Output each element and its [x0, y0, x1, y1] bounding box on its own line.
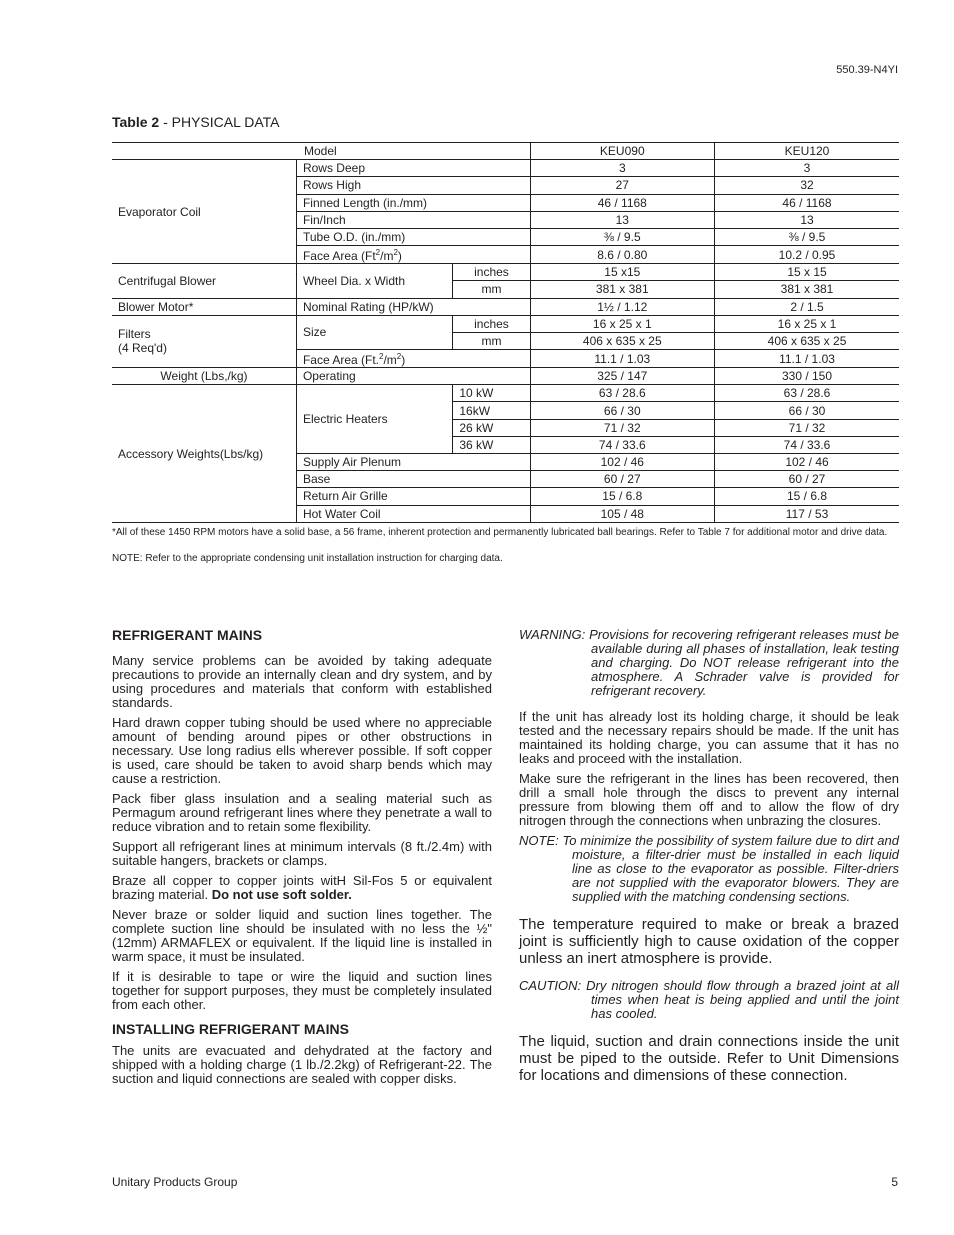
value-keu090: 325 / 147 [530, 368, 714, 385]
physical-data-table [112, 142, 899, 523]
table-title-text: - PHYSICAL DATA [159, 114, 280, 130]
heading-refrigerant-mains: REFRIGERANT MAINS [112, 627, 263, 643]
value-keu120: 15 x 15 [715, 264, 899, 281]
heater-kw: 26 kW [453, 419, 530, 436]
value-keu090: 15 x15 [530, 264, 714, 281]
value-keu090: 8.6 / 0.80 [530, 246, 714, 264]
value-keu120: 63 / 28.6 [715, 385, 899, 402]
row-label: Face Area $(Ft.^2/m^2)$ [296, 350, 530, 368]
header-model: Model [112, 143, 530, 160]
value-keu090: 60 / 27 [530, 471, 714, 488]
value-keu120: 381 x 381 [715, 281, 899, 298]
group-filters: Filters (4 Req'd) [112, 315, 296, 367]
unit-label: inches [453, 264, 530, 281]
row-label: Return Air Grille [296, 488, 530, 505]
value-keu120: 330 / 150 [715, 368, 899, 385]
paragraph: Make sure the refrigerant in the lines has been recovered, then drill a small hole through the discs to prevent any internal pressure from blowing them off and to allow the flow of dry nitrogen through the connections when unbrazing the closures. [519, 771, 899, 828]
value-keu090: 46 / 1168 [530, 194, 714, 211]
value-keu120: 46 / 1168 [715, 194, 899, 211]
paragraph: Never braze or solder liquid and suction lines together. The complete suction line should be insulated with no less the ½" (12mm) ARMAFLEX or equivalent. If the liquid line is installed in warm space, it must be insulated. [112, 907, 492, 964]
value-keu090: 27 [530, 177, 714, 194]
value-keu090: ⅜ / 9.5 [530, 228, 714, 245]
value-keu090: 102 / 46 [530, 454, 714, 471]
row-label: Size [296, 315, 452, 349]
note-label: NOTE: [519, 833, 559, 848]
paragraph: If it is desirable to tape or wire the liquid and suction lines together for support purposes, they must be completely insulated from each other. [112, 969, 492, 1012]
heater-kw: 36 kW [453, 436, 530, 453]
value-keu090: 66 / 30 [530, 402, 714, 419]
left-column [112, 628, 492, 1092]
row-label: Hot Water Coil [296, 505, 530, 522]
group-accessory-weights: Accessory Weights(Lbs/kg) [112, 385, 296, 523]
table-row [112, 160, 899, 177]
heater-kw: 16kW [453, 402, 530, 419]
value-keu120: 3 [715, 160, 899, 177]
row-label: Fin/Inch [296, 211, 530, 228]
value-keu120: 117 / 53 [715, 505, 899, 522]
caution-text: Dry nitrogen should flow through a brazed joint at all times when heat is being applied and until the joint has cooled. [586, 978, 899, 1021]
heater-kw: 10 kW [453, 385, 530, 402]
value-keu090: 3 [530, 160, 714, 177]
paragraph: Braze all copper to copper joints witH Sil-Fos 5 or equivalent brazing material. Do not use soft solder. [112, 873, 492, 902]
value-keu090: 13 [530, 211, 714, 228]
table-note: NOTE: Refer to the appropriate condensing unit installation instruction for charging data. [112, 553, 503, 564]
row-label: Electric Heaters [296, 385, 452, 454]
paragraph: The liquid, suction and drain connections inside the unit must be piped to the outside. Refer to Unit Dimensions for locations and dimensions of these connection. [519, 1033, 899, 1084]
row-label: Base [296, 471, 530, 488]
header-keu120: KEU120 [715, 143, 899, 160]
row-label: Face Area $(Ft^2/m^2)$ [296, 246, 530, 264]
row-label: Tube O.D. (in./mm) [296, 228, 530, 245]
value-keu120: ⅜ / 9.5 [715, 228, 899, 245]
table-row [112, 368, 899, 385]
value-keu090: 71 / 32 [530, 419, 714, 436]
heading-installing-refrigerant-mains: INSTALLING REFRIGERANT MAINS [112, 1021, 349, 1037]
paragraph: Pack fiber glass insulation and a sealing material such as Permagum around refrigerant lines where they penetrate a wall to reduce vibration and to retain some flexibility. [112, 791, 492, 834]
footer-company: Unitary Products Group [112, 1175, 238, 1189]
row-label: Nominal Rating (HP/kW) [296, 298, 530, 315]
value-keu120: 74 / 33.6 [715, 436, 899, 453]
table-row [112, 315, 899, 332]
value-keu090: 11.1 / 1.03 [530, 350, 714, 368]
warning-label: WARNING: [519, 627, 586, 642]
paragraph: If the unit has already lost its holding charge, it should be leak tested and the necessary repairs should be made. If the unit has maintained its holding charge, you can assume that it has no leaks and proceed with the installation. [519, 709, 899, 766]
value-keu120: 16 x 25 x 1 [715, 315, 899, 332]
value-keu120: 71 / 32 [715, 419, 899, 436]
value-keu090: 1½ / 1.12 [530, 298, 714, 315]
row-label: Operating [296, 368, 530, 385]
group-centrifugal-blower: Centrifugal Blower [112, 264, 296, 298]
value-keu090: 105 / 48 [530, 505, 714, 522]
value-keu120: 66 / 30 [715, 402, 899, 419]
paragraph: Hard drawn copper tubing should be used where no appreciable amount of bending around pipes or other obstructions in necessary. Use long radius ells wherever possible. If soft copper is used, care should be taken to avoid sharp bends which may cause a restriction. [112, 715, 492, 786]
value-keu090: 16 x 25 x 1 [530, 315, 714, 332]
warning-note [519, 628, 899, 698]
note-text: To minimize the possibility of system failure due to dirt and moisture, a filter-drier must be installed in each liquid line as close to the evaporator as possible. Filter-driers are not supplied with the evaporator blowers. They are supplied with the matching condensing sections. [562, 833, 899, 904]
header-keu090: KEU090 [530, 143, 714, 160]
note-block [519, 834, 899, 904]
value-keu090: 15 / 6.8 [530, 488, 714, 505]
table-footnote: *All of these 1450 RPM motors have a solid base, a 56 frame, inherent protection and permanently lubricated ball bearings. Refer to Table 7 for additional motor and drive data. [112, 527, 888, 538]
value-keu120: 11.1 / 1.03 [715, 350, 899, 368]
value-keu090: 63 / 28.6 [530, 385, 714, 402]
value-keu120: 32 [715, 177, 899, 194]
value-keu090: 381 x 381 [530, 281, 714, 298]
value-keu120: 10.2 / 0.95 [715, 246, 899, 264]
caution-label: CAUTION: [519, 978, 582, 993]
group-weight: Weight (Lbs,/kg) [112, 368, 296, 385]
value-keu090: 74 / 33.6 [530, 436, 714, 453]
value-keu090: 406 x 635 x 25 [530, 332, 714, 349]
value-keu120: 406 x 635 x 25 [715, 332, 899, 349]
table-header-row [112, 143, 899, 160]
row-label: Rows Deep [296, 160, 530, 177]
paragraph: Many service problems can be avoided by taking adequate precautions to provide an internally clean and dry system, and by using procedures and materials that conform with established standards. [112, 653, 492, 710]
table-title-number: Table 2 [112, 114, 160, 130]
row-label: Rows High [296, 177, 530, 194]
unit-label: inches [453, 315, 530, 332]
bold-warning-text: Do not use soft solder. [211, 887, 352, 902]
row-label: Finned Length (in./mm) [296, 194, 530, 211]
row-label: Wheel Dia. x Width [296, 264, 452, 298]
table-row [112, 264, 899, 281]
value-keu120: 2 / 1.5 [715, 298, 899, 315]
table-title [112, 114, 280, 130]
footer-page-number: 5 [891, 1175, 898, 1189]
value-keu120: 102 / 46 [715, 454, 899, 471]
value-keu120: 13 [715, 211, 899, 228]
group-evaporator-coil: Evaporator Coil [112, 160, 296, 264]
value-keu120: 60 / 27 [715, 471, 899, 488]
paragraph: The temperature required to make or break a brazed joint is sufficiently high to cause oxidation of the copper unless an inert atmosphere is provide. [519, 916, 899, 967]
row-label: Supply Air Plenum [296, 454, 530, 471]
paragraph: The units are evacuated and dehydrated at the factory and shipped with a holding charge (1 lb./2.2kg) of Refrigerant-22. The suction and liquid connections are sealed with copper disks. [112, 1043, 492, 1086]
table-row [112, 385, 899, 402]
table-row [112, 298, 899, 315]
paragraph: Support all refrigerant lines at minimum intervals (8 ft./2.4m) with suitable hangers, brackets or clamps. [112, 839, 492, 868]
value-keu120: 15 / 6.8 [715, 488, 899, 505]
caution-note [519, 979, 899, 1021]
group-blower-motor: Blower Motor* [112, 298, 296, 315]
document-number: 550.39-N4YI [836, 64, 898, 76]
warning-text: Provisions for recovering refrigerant releases must be available during all phases of installation, leak testing and charging. Do NOT release refrigerant into the atmosphere. A Schrader valve is provided for refrigerant recovery. [589, 627, 899, 698]
unit-label: mm [453, 281, 530, 298]
right-column [519, 628, 899, 1096]
unit-label: mm [453, 332, 530, 349]
